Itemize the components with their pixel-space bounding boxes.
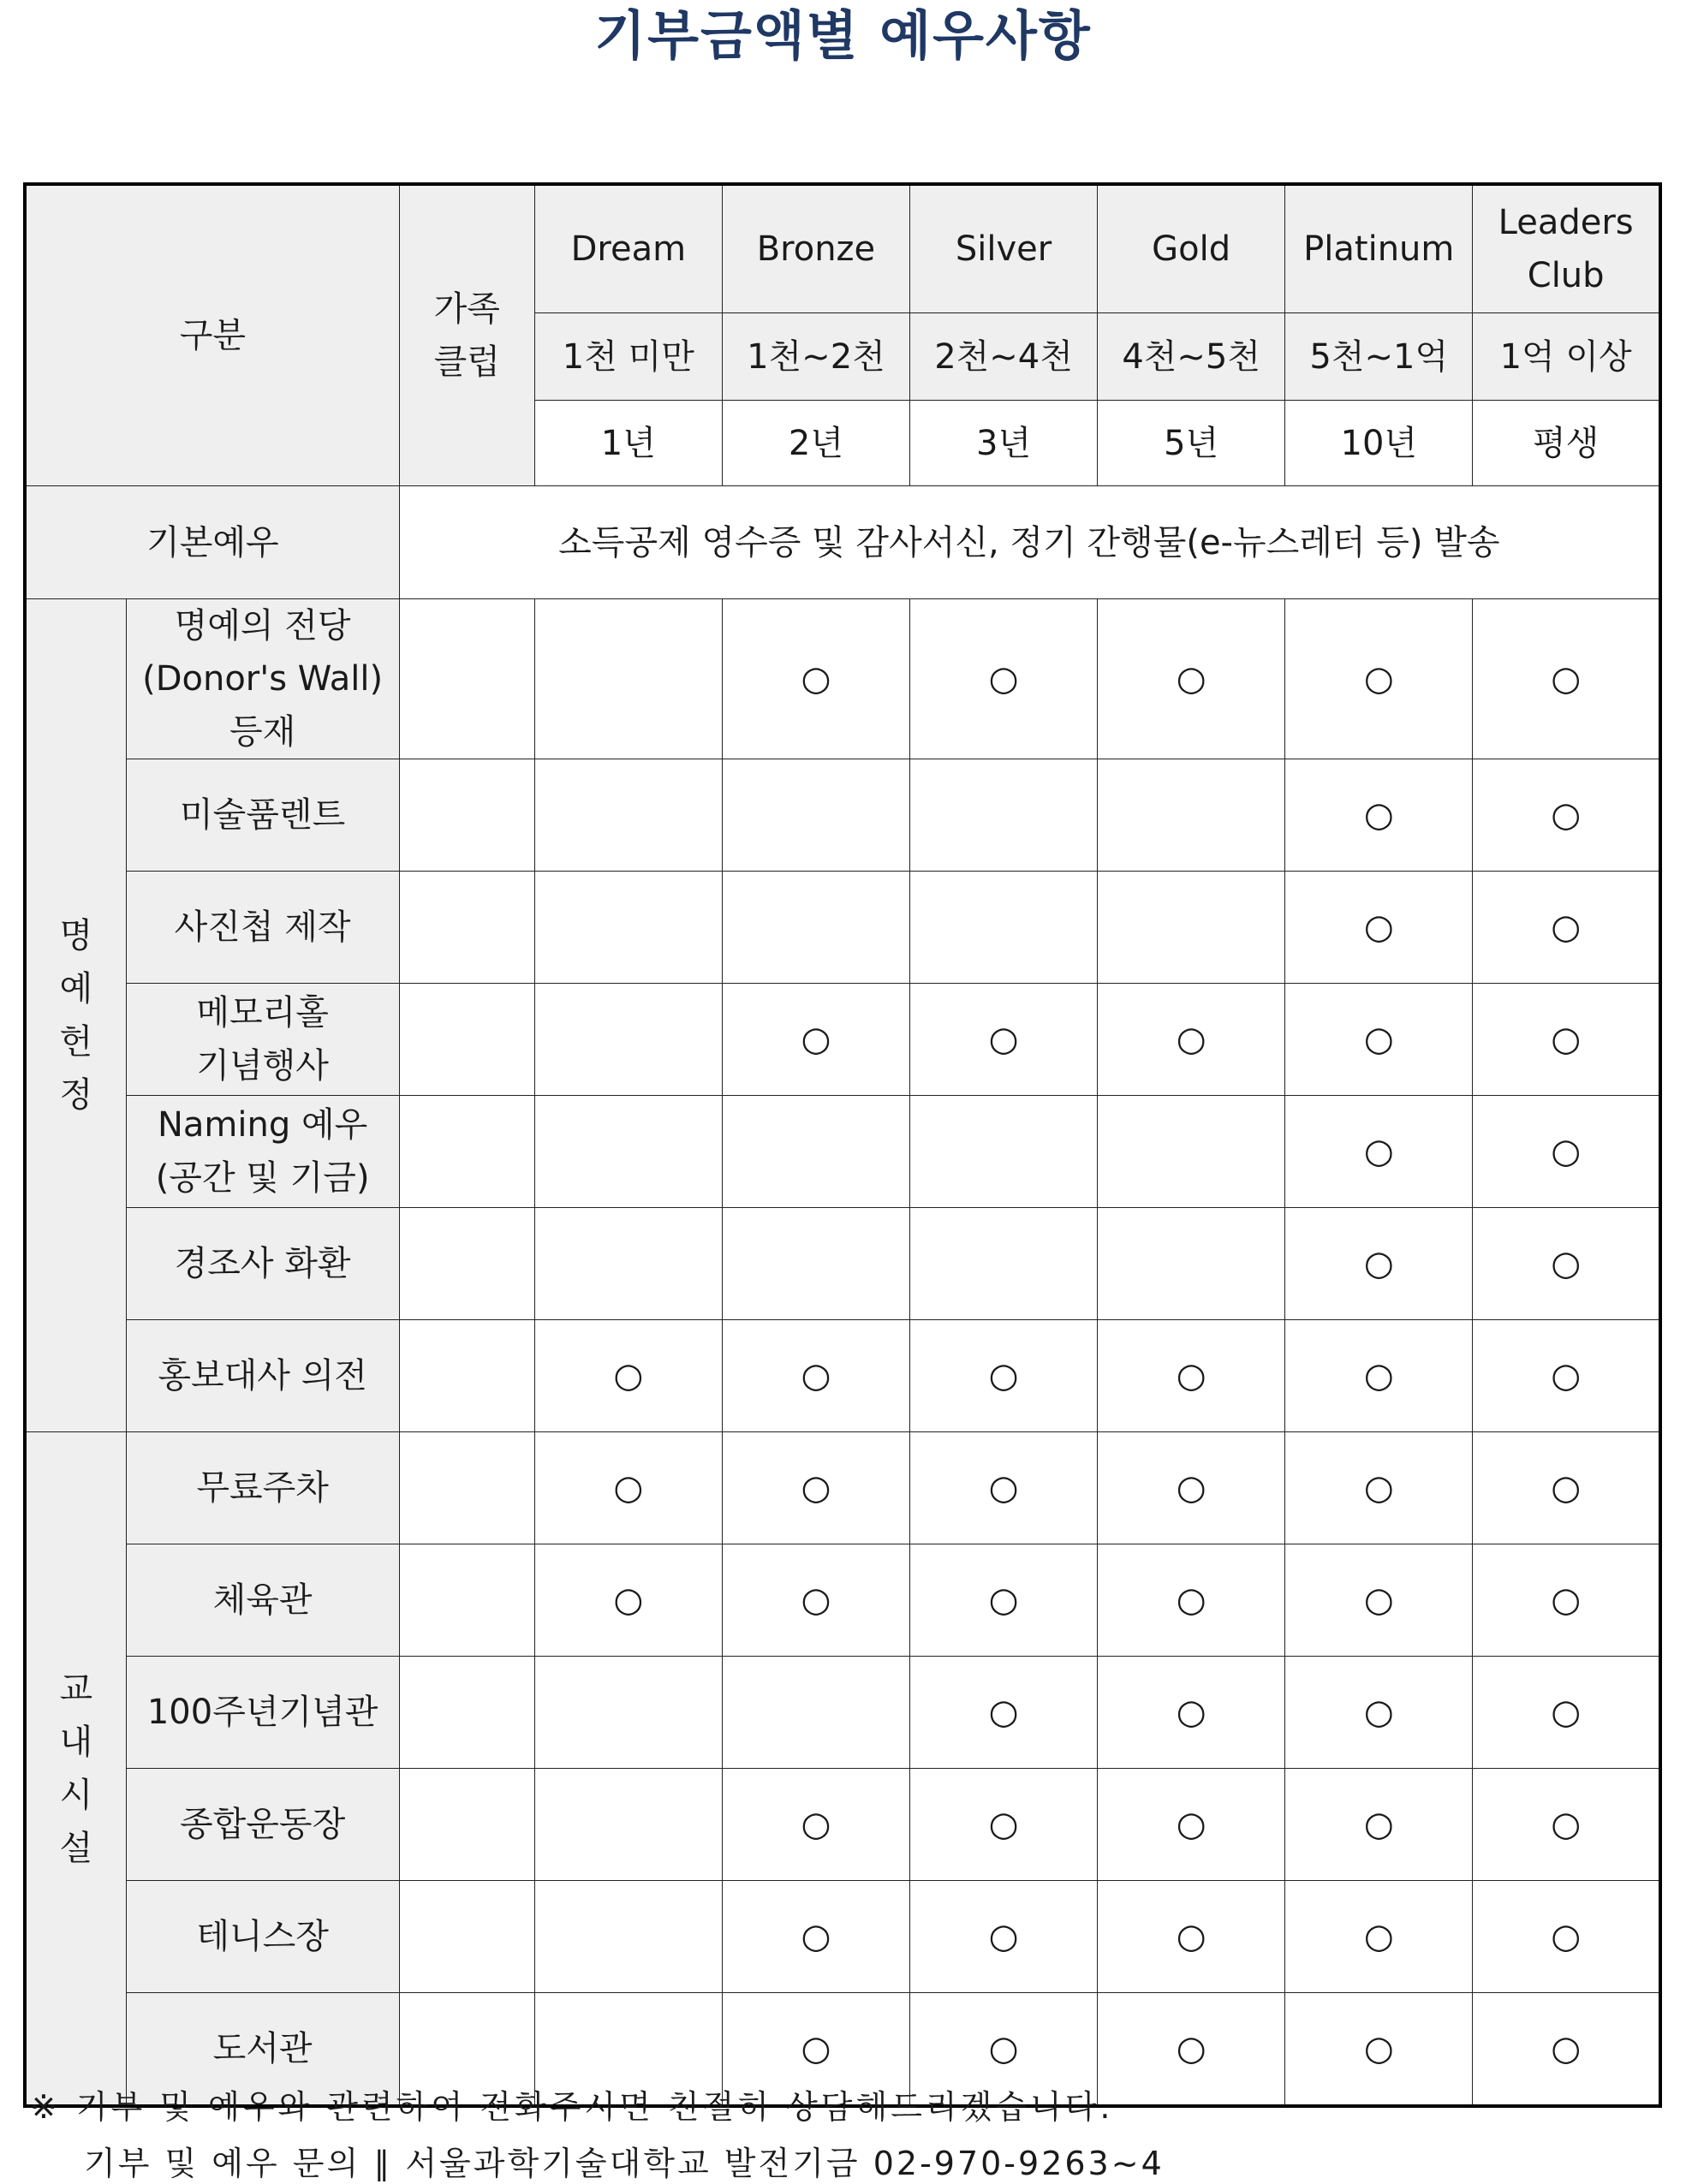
group-label: 명 예 헌 정 [25,599,126,1432]
table-row [25,984,1660,1096]
empty-cell [722,759,909,872]
benefit-mark: ○ [910,1544,1098,1657]
benefit-mark: ○ [1285,1769,1473,1881]
benefit-mark: ○ [1285,872,1473,984]
benefit-mark: ○ [1285,984,1473,1096]
benefit-label: 100주년기념관 [126,1657,399,1769]
footer-contact: 기부 및 예우 문의 ∥ 서울과학기술대학교 발전기금 02-970-9263~4 [84,2145,1165,2182]
empty-cell [722,1657,909,1769]
benefit-mark: ○ [1285,1544,1473,1657]
benefit-mark: ○ [1473,872,1660,984]
family-club-cell [399,1544,534,1657]
page-title: 기부금액별 예우사항 [594,4,1092,67]
table-row [25,1432,1660,1544]
benefit-label: Naming 예우 (공간 및 기금) [126,1096,399,1208]
benefit-mark: ○ [1473,1993,1660,2107]
benefit-mark: ○ [910,1769,1098,1881]
benefit-mark: ○ [534,1320,722,1432]
benefit-mark: ○ [910,1657,1098,1769]
empty-cell [1098,759,1285,872]
benefit-mark: ○ [1098,1432,1285,1544]
benefit-label: 종합운동장 [126,1769,399,1881]
tier-name: Leaders Club [1473,184,1660,313]
benefit-mark: ○ [722,1320,909,1432]
benefit-mark: ○ [1285,1432,1473,1544]
benefit-mark: ○ [1473,1881,1660,1993]
benefit-mark: ○ [1285,1208,1473,1320]
tier-name: Gold [1098,184,1285,313]
family-club-cell [399,1208,534,1320]
benefit-mark: ○ [722,599,909,759]
table-row [25,1769,1660,1881]
tier-amount: 1천 미만 [534,313,722,401]
table-row [25,1208,1660,1320]
tier-amount: 1억 이상 [1473,313,1660,401]
benefit-mark: ○ [1285,599,1473,759]
table-row [25,599,1660,759]
benefit-mark: ○ [1473,1544,1660,1657]
benefit-mark: ○ [1285,1881,1473,1993]
family-club-cell [399,1657,534,1769]
benefit-mark: ○ [910,984,1098,1096]
benefit-label: 명예의 전당 (Donor's Wall)등재 [126,599,399,759]
benefit-mark: ○ [1473,1769,1660,1881]
family-club-cell [399,1769,534,1881]
table-row [25,1881,1660,1993]
benefit-mark: ○ [910,1881,1098,1993]
benefit-label: 도서관 [126,1993,399,2107]
group-label: 교 내 시 설 [25,1432,126,2107]
benefit-mark: ○ [534,1544,722,1657]
table-row [25,1657,1660,1769]
benefit-mark: ○ [1098,599,1285,759]
benefit-mark: ○ [1098,1881,1285,1993]
benefit-mark: ○ [1098,1544,1285,1657]
family-club-cell [399,1096,534,1208]
tier-amount: 5천~1억 [1285,313,1473,401]
empty-cell [534,1096,722,1208]
empty-cell [722,1096,909,1208]
family-club-cell [399,1432,534,1544]
benefit-mark: ○ [910,1320,1098,1432]
benefit-mark: ○ [1473,1320,1660,1432]
empty-cell [910,872,1098,984]
benefit-label: 홍보대사 의전 [126,1320,399,1432]
benefit-label: 체육관 [126,1544,399,1657]
tier-period: 평생 [1473,401,1660,486]
tier-period: 1년 [534,401,722,486]
basic-benefit-label: 기본예우 [25,486,399,599]
empty-cell [722,872,909,984]
tier-name: Platinum [1285,184,1473,313]
empty-cell [534,1881,722,1993]
empty-cell [534,872,722,984]
table-row [25,1544,1660,1657]
empty-cell [1098,1096,1285,1208]
benefit-mark: ○ [1473,1208,1660,1320]
empty-cell [1098,872,1285,984]
tier-amount: 1천~2천 [722,313,909,401]
benefit-mark: ○ [1098,984,1285,1096]
empty-cell [1098,1208,1285,1320]
benefit-mark: ○ [1473,759,1660,872]
family-club-header: 가족 클럽 [399,184,534,486]
table-row [25,1096,1660,1208]
empty-cell [534,1657,722,1769]
tier-name: Silver [910,184,1098,313]
empty-cell [534,599,722,759]
tier-period: 5년 [1098,401,1285,486]
empty-cell [534,984,722,1096]
benefit-mark: ○ [722,1432,909,1544]
benefit-mark: ○ [1473,1657,1660,1769]
benefit-mark: ○ [722,1993,909,2107]
benefit-label: 테니스장 [126,1881,399,1993]
footer-notice [30,2080,1114,2127]
benefit-mark: ○ [1473,1096,1660,1208]
tier-period: 10년 [1285,401,1473,486]
benefit-mark: ○ [910,1993,1098,2107]
empty-cell [534,759,722,872]
benefit-mark: ○ [722,1769,909,1881]
benefit-mark: ○ [722,1881,909,1993]
benefit-mark: ○ [534,1432,722,1544]
benefit-mark: ○ [1098,1993,1285,2107]
empty-cell [534,1208,722,1320]
reference-mark: ※ [30,2088,61,2126]
tier-period: 2년 [722,401,909,486]
benefit-mark: ○ [1285,1320,1473,1432]
family-club-cell [399,1881,534,1993]
benefit-label: 사진첩 제작 [126,872,399,984]
benefit-mark: ○ [1473,1432,1660,1544]
tier-amount: 2천~4천 [910,313,1098,401]
family-club-cell [399,599,534,759]
benefit-mark: ○ [1285,1096,1473,1208]
benefit-label: 경조사 화환 [126,1208,399,1320]
category-header: 구분 [25,184,399,486]
empty-cell [534,1769,722,1881]
benefit-mark: ○ [1473,984,1660,1096]
benefits-table [23,182,1662,2108]
empty-cell [910,1208,1098,1320]
benefit-mark: ○ [1285,1993,1473,2107]
benefit-mark: ○ [722,1544,909,1657]
benefit-mark: ○ [1285,1657,1473,1769]
benefit-label: 미술품렌트 [126,759,399,872]
empty-cell [910,759,1098,872]
family-club-cell [399,759,534,872]
benefit-mark: ○ [1098,1769,1285,1881]
benefit-mark: ○ [722,984,909,1096]
benefit-mark: ○ [1285,759,1473,872]
tier-name: Dream [534,184,722,313]
footer-line-1: 기부 및 예우와 관련하여 전화주시면 친절히 상담해드리겠습니다. [75,2088,1114,2126]
family-club-cell [399,1320,534,1432]
benefit-mark: ○ [910,1432,1098,1544]
tier-name: Bronze [722,184,909,313]
tier-amount: 4천~5천 [1098,313,1285,401]
table-row [25,872,1660,984]
benefit-label: 메모리홀 기념행사 [126,984,399,1096]
benefit-mark: ○ [1098,1320,1285,1432]
benefit-label: 무료주차 [126,1432,399,1544]
family-club-cell [399,872,534,984]
benefit-mark: ○ [910,599,1098,759]
benefit-mark: ○ [1473,599,1660,759]
table-row [25,1320,1660,1432]
tier-period: 3년 [910,401,1098,486]
table-row [25,759,1660,872]
empty-cell [910,1096,1098,1208]
benefit-mark: ○ [1098,1657,1285,1769]
empty-cell [722,1208,909,1320]
family-club-cell [399,984,534,1096]
basic-benefit-text: 소득공제 영수증 및 감사서신, 정기 간행물(e-뉴스레터 등) 발송 [399,486,1660,599]
